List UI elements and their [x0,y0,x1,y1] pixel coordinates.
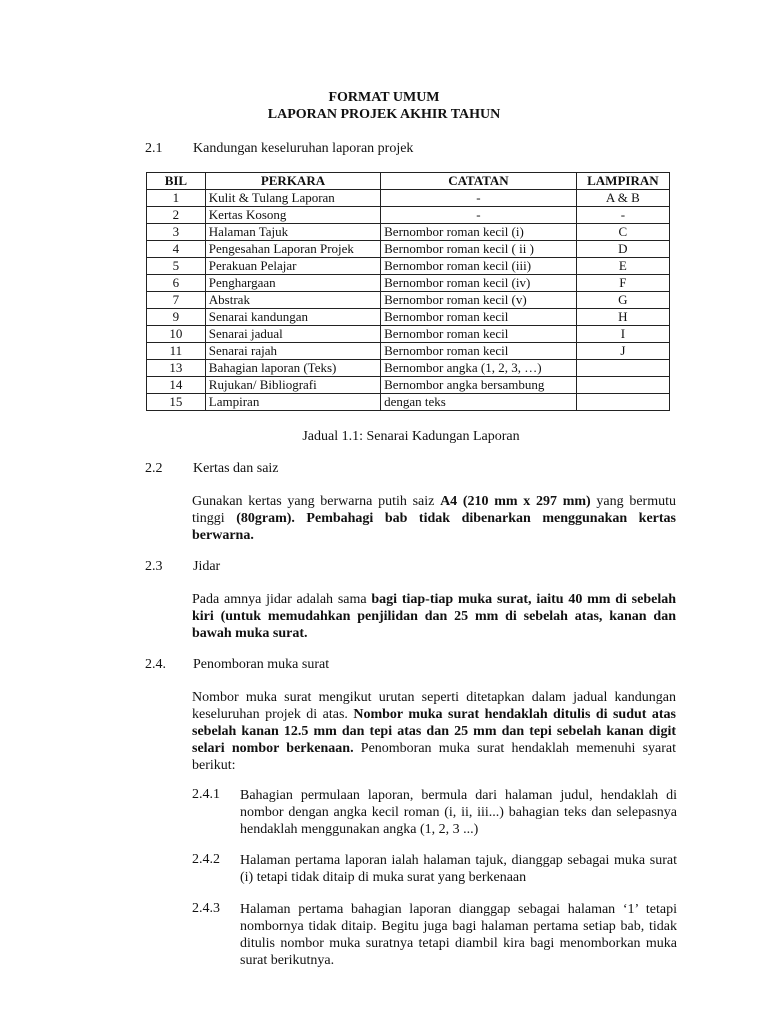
cell-lampiran: E [576,258,669,275]
cell-bil: 3 [147,224,206,241]
cell-bil: 7 [147,292,206,309]
cell-bil: 9 [147,309,206,326]
cell-catatan: Bernombor angka (1, 2, 3, …) [381,360,577,377]
table-row [147,394,670,411]
cell-bil: 6 [147,275,206,292]
subsection-2-4-3-number: 2.4.3 [192,901,220,916]
cell-lampiran [576,394,669,411]
table-row [147,241,670,258]
section-2-1-number: 2.1 [145,141,163,156]
cell-perkara: Bahagian laporan (Teks) [205,360,380,377]
cell-lampiran [576,360,669,377]
text-run: Penomboran muka surat hendaklah memenuhi syarat berikut: [192,741,677,773]
cell-lampiran: C [576,224,669,241]
cell-catatan: - [381,207,577,224]
table-row [147,258,670,275]
cell-perkara: Perakuan Pelajar [205,258,380,275]
cell-lampiran: H [576,309,669,326]
section-2-3-paragraph [192,591,676,642]
table-caption: Jadual 1.1: Senarai Kadungan Laporan [302,429,520,444]
doc-title-line1: FORMAT UMUM [328,90,440,105]
cell-lampiran: G [576,292,669,309]
section-2-3-heading: Jidar [193,559,221,574]
cell-perkara: Senarai kandungan [205,309,380,326]
cell-lampiran: F [576,275,669,292]
cell-bil: 2 [147,207,206,224]
cell-catatan: Bernombor angka bersambung [381,377,577,394]
table-row [147,360,670,377]
text-run: Nombor muka surat mengikut urutan seperti ditetapkan dalam jadual kandungan keseluruhan projek di atas. [192,690,676,722]
table-row [147,309,670,326]
cell-perkara: Abstrak [205,292,380,309]
bold-run: A4 (210 mm x 297 mm) [440,494,591,509]
cell-perkara: Senarai jadual [205,326,380,343]
table-row [147,326,670,343]
cell-perkara: Senarai rajah [205,343,380,360]
cell-catatan: Bernombor roman kecil (v) [381,292,577,309]
header-perkara: PERKARA [205,173,380,190]
cell-lampiran: J [576,343,669,360]
table-row [147,224,670,241]
cell-lampiran [576,377,669,394]
contents-table [146,172,670,411]
header-catatan: CATATAN [381,173,577,190]
cell-catatan: Bernombor roman kecil (i) [381,224,577,241]
text-run: Pada amnya jidar adalah sama [192,592,372,607]
section-2-4-number: 2.4. [145,657,166,672]
cell-perkara: Pengesahan Laporan Projek [205,241,380,258]
cell-perkara: Kulit & Tulang Laporan [205,190,380,207]
subsection-2-4-3-text: Halaman pertama bahagian laporan dianggap sebagai halaman ‘1’ tetapi nombornya tidak ditaip. Begitu juga bagi halaman pertama setiap bab, tidak ditulis nombor muka suratnya tetapi diambil kira bagi menomborkan muka surat berikutnya. [240,902,677,968]
table-row [147,343,670,360]
cell-perkara: Rujukan/ Bibliografi [205,377,380,394]
doc-title-line2: LAPORAN PROJEK AKHIR TAHUN [267,107,501,122]
cell-perkara: Kertas Kosong [205,207,380,224]
subsection-2-4-2-text: Halaman pertama laporan ialah halaman tajuk, dianggap sebagai muka surat (i) tetapi tidak ditaip di muka surat yang berkenaan [240,853,677,885]
cell-catatan: dengan teks [381,394,577,411]
header-lampiran: LAMPIRAN [576,173,669,190]
cell-perkara: Halaman Tajuk [205,224,380,241]
cell-bil: 15 [147,394,206,411]
cell-catatan: Bernombor roman kecil [381,343,577,360]
subsection-2-4-1-number: 2.4.1 [192,787,220,802]
header-bil: BIL [147,173,206,190]
cell-catatan: - [381,190,577,207]
section-2-2-heading: Kertas dan saiz [193,461,279,476]
table-row [147,207,670,224]
cell-lampiran: D [576,241,669,258]
cell-bil: 5 [147,258,206,275]
section-2-3-number: 2.3 [145,559,163,574]
table-header-row [147,173,670,190]
table-row [147,377,670,394]
table-row [147,190,670,207]
section-2-2-paragraph [192,493,676,544]
section-2-4-paragraph [192,689,676,774]
cell-bil: 14 [147,377,206,394]
cell-catatan: Bernombor roman kecil (iii) [381,258,577,275]
cell-catatan: Bernombor roman kecil (iv) [381,275,577,292]
text-run: Gunakan kertas yang berwarna putih saiz [192,494,441,509]
table-row [147,275,670,292]
cell-catatan: Bernombor roman kecil [381,309,577,326]
cell-lampiran: - [576,207,669,224]
cell-bil: 4 [147,241,206,258]
cell-perkara: Lampiran [205,394,380,411]
subsection-2-4-2-number: 2.4.2 [192,852,220,867]
cell-bil: 13 [147,360,206,377]
cell-catatan: Bernombor roman kecil [381,326,577,343]
cell-perkara: Penghargaan [205,275,380,292]
text-run: yang bermutu tinggi [192,494,676,526]
cell-lampiran: A & B [576,190,669,207]
cell-bil: 1 [147,190,206,207]
subsection-2-4-1-text: Bahagian permulaan laporan, bermula dari halaman judul, hendaklah di nombor dengan angka kecil roman (i, ii, iii...) bahagian teks dan selepasnya hendaklah menggunakan angka (1, 2, 3 ...) [240,788,677,837]
section-2-2-number: 2.2 [145,461,163,476]
section-2-1-heading: Kandungan keseluruhan laporan projek [193,141,414,156]
bold-run: Nombor muka surat hendaklah ditulis di sudut atas sebelah kanan 12.5 mm dan tepi atas dan 25 mm dan tepi sebelah kanan digit selari nombor berkenaan. [192,707,676,756]
bold-run: bagi tiap-tiap muka surat, iaitu 40 mm di sebelah kiri (untuk memudahkan penjilidan dan 25 mm di sebelah atas, kanan dan bawah muka surat. [192,592,677,641]
cell-catatan: Bernombor roman kecil ( ii ) [381,241,577,258]
section-2-4-heading: Penomboran muka surat [193,657,330,672]
bold-run: (80gram). Pembahagi bab tidak dibenarkan menggunakan kertas berwarna. [192,511,677,543]
cell-bil: 11 [147,343,206,360]
cell-lampiran: I [576,326,669,343]
cell-bil: 10 [147,326,206,343]
table-row [147,292,670,309]
